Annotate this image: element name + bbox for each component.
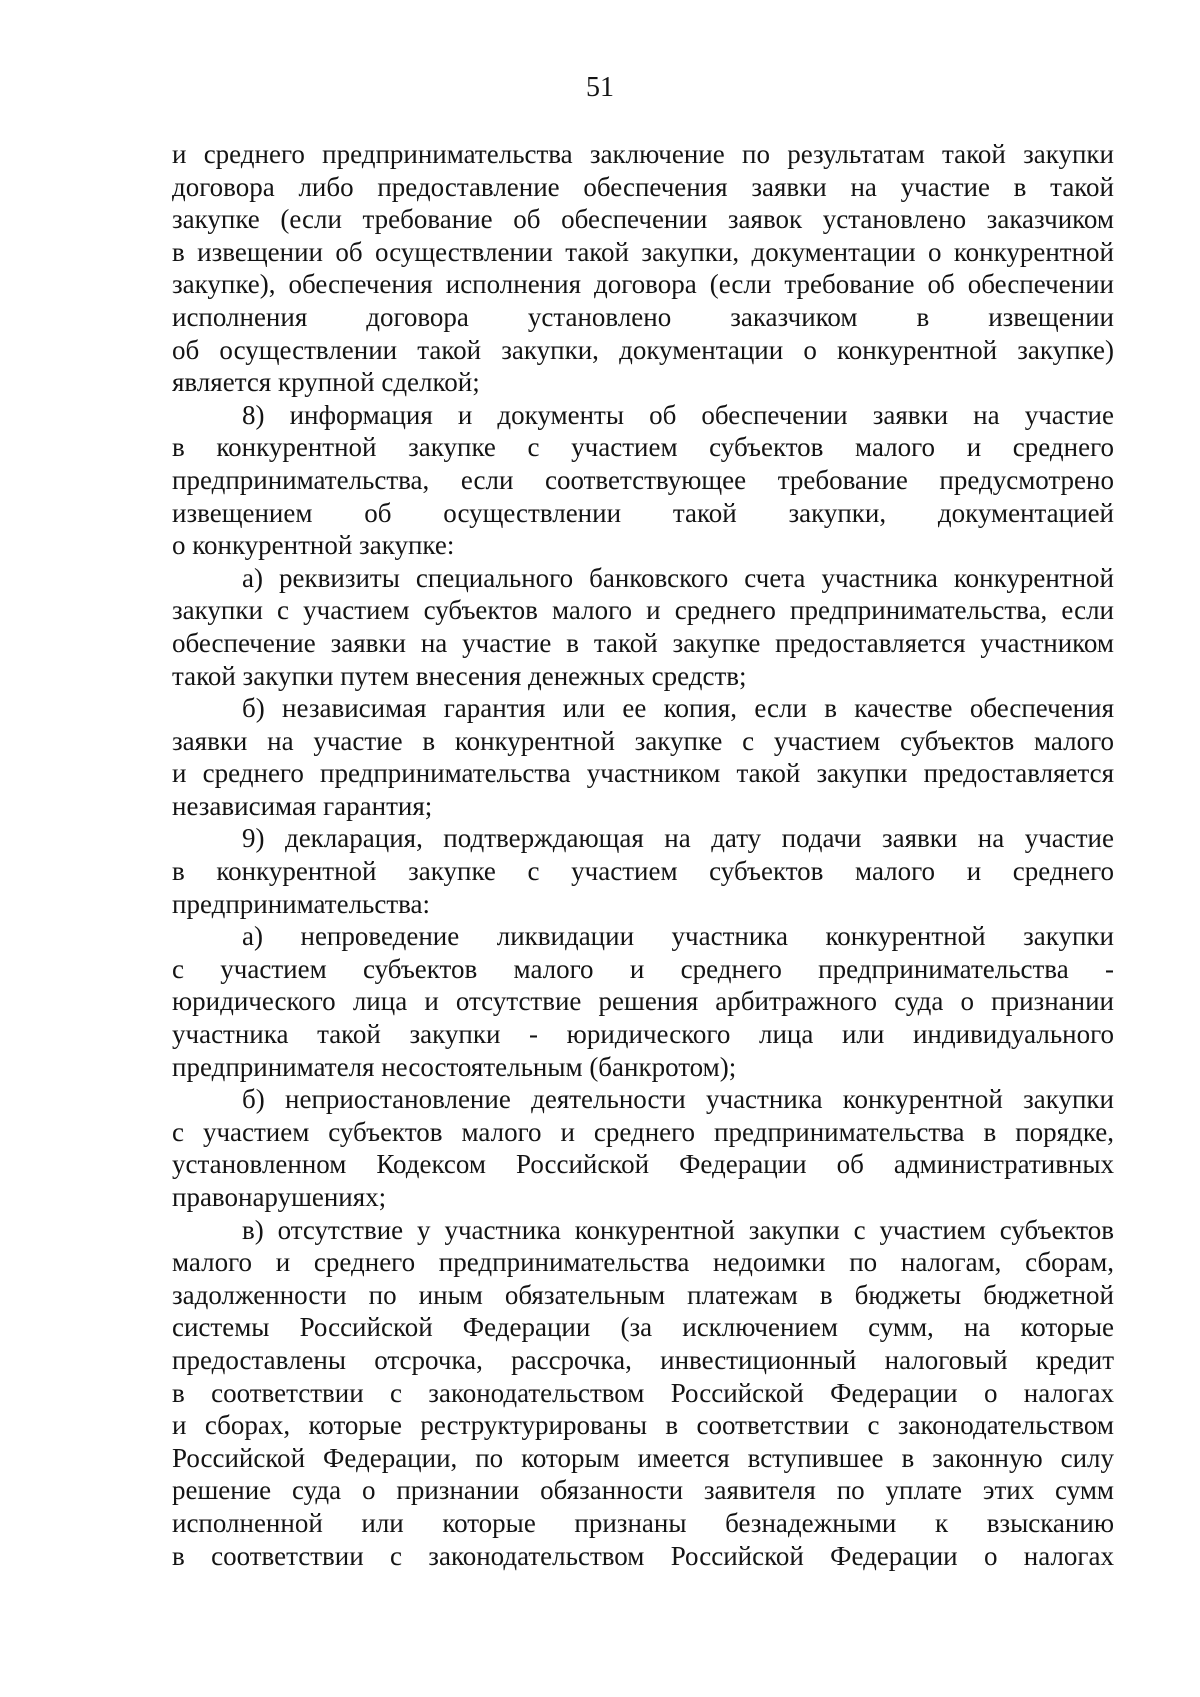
text-line: предпринимателя несостоятельным (банкротом); [172, 1051, 737, 1082]
text-line: юридического лица и отсутствие решения арбитражного суда о признании [172, 986, 1114, 1017]
text-line: задолженности по иным обязательным платежам в бюджеты бюджетной [172, 1279, 1114, 1310]
text-line: 8) информация и документы об обеспечении заявки на участие [242, 399, 1114, 430]
text-line: в извещении об осуществлении такой закупки, документации о конкурентной [172, 236, 1114, 267]
text-line: о конкурентной закупке: [172, 530, 455, 561]
text-line: предоставлены отсрочка, рассрочка, инвестиционный налоговый кредит [172, 1344, 1114, 1375]
text-line: в) отсутствие у участника конкурентной закупки с участием субъектов [242, 1214, 1114, 1245]
paragraph [172, 1214, 1114, 1573]
page-number: 51 [586, 72, 614, 103]
text-line: системы Российской Федерации (за исключением сумм, на которые [172, 1312, 1114, 1343]
text-line: в соответствии с законодательством Российской Федерации о налогах [172, 1540, 1114, 1571]
text-line: решение суда о признании обязанности заявителя по уплате этих сумм [172, 1475, 1114, 1506]
text-line: малого и среднего предпринимательства недоимки по налогам, сборам, [172, 1247, 1114, 1278]
text-line: а) реквизиты специального банковского счета участника конкурентной [242, 562, 1114, 593]
text-line: а) непроведение ликвидации участника конкурентной закупки [242, 921, 1114, 952]
text-line: б) неприостановление деятельности участника конкурентной закупки [242, 1084, 1114, 1115]
text-line: и среднего предпринимательства участником такой закупки предоставляется [172, 758, 1114, 789]
text-line: закупке (если требование об обеспечении заявок установлено заказчиком [172, 204, 1114, 235]
text-line: и среднего предпринимательства заключение по результатам такой закупки [172, 139, 1114, 169]
text-line: обеспечение заявки на участие в такой закупке предоставляется участником [172, 627, 1114, 658]
text-line: в конкурентной закупке с участием субъектов малого и среднего [172, 856, 1114, 887]
text-line: участника такой закупки - юридического лица или индивидуального [172, 1019, 1114, 1050]
paragraph [172, 822, 1114, 920]
text-line: исполнения договора установлено заказчиком в извещении [172, 301, 1114, 332]
text-line: договора либо предоставление обеспечения заявки на участие в такой [172, 171, 1114, 202]
document-body [172, 138, 1114, 1572]
text-line: Российской Федерации, по которым имеется вступившее в законную силу [172, 1442, 1114, 1473]
text-line: правонарушениях; [172, 1182, 387, 1212]
text-line: и сборах, которые реструктурированы в соответствии с законодательством [172, 1410, 1114, 1441]
text-line: закупке), обеспечения исполнения договора (если требование об обеспечении [172, 269, 1114, 300]
text-line: исполненной или которые признаны безнадежными к взысканию [172, 1507, 1114, 1538]
text-line: предпринимательства, если соответствующее требование предусмотрено [172, 464, 1114, 495]
paragraph [172, 138, 1114, 399]
text-line: об осуществлении такой закупки, документации о конкурентной закупке) [172, 334, 1114, 365]
text-line: такой закупки путем внесения денежных средств; [172, 660, 747, 691]
text-line: является крупной сделкой; [172, 367, 480, 398]
text-line: с участием субъектов малого и среднего предпринимательства в порядке, [172, 1116, 1114, 1147]
text-line: заявки на участие в конкурентной закупке с участием субъектов малого [172, 725, 1114, 756]
paragraph [172, 399, 1114, 562]
text-line: извещением об осуществлении такой закупки, документацией [172, 497, 1114, 528]
text-line: установленном Кодексом Российской Федерации об административных [172, 1149, 1114, 1180]
paragraph [172, 1083, 1114, 1213]
text-line: с участием субъектов малого и среднего предпринимательства - [172, 953, 1114, 984]
text-line: закупки с участием субъектов малого и среднего предпринимательства, если [172, 595, 1114, 626]
paragraph [172, 562, 1114, 692]
text-line: независимая гарантия; [172, 790, 433, 821]
text-line: предпринимательства: [172, 888, 431, 919]
paragraph [172, 920, 1114, 1083]
text-line: в соответствии с законодательством Российской Федерации о налогах [172, 1377, 1114, 1408]
paragraph [172, 692, 1114, 822]
text-line: в конкурентной закупке с участием субъектов малого и среднего [172, 432, 1114, 463]
text-line: 9) декларация, подтверждающая на дату подачи заявки на участие [242, 823, 1114, 854]
text-line: б) независимая гарантия или ее копия, если в качестве обеспечения [242, 693, 1114, 724]
